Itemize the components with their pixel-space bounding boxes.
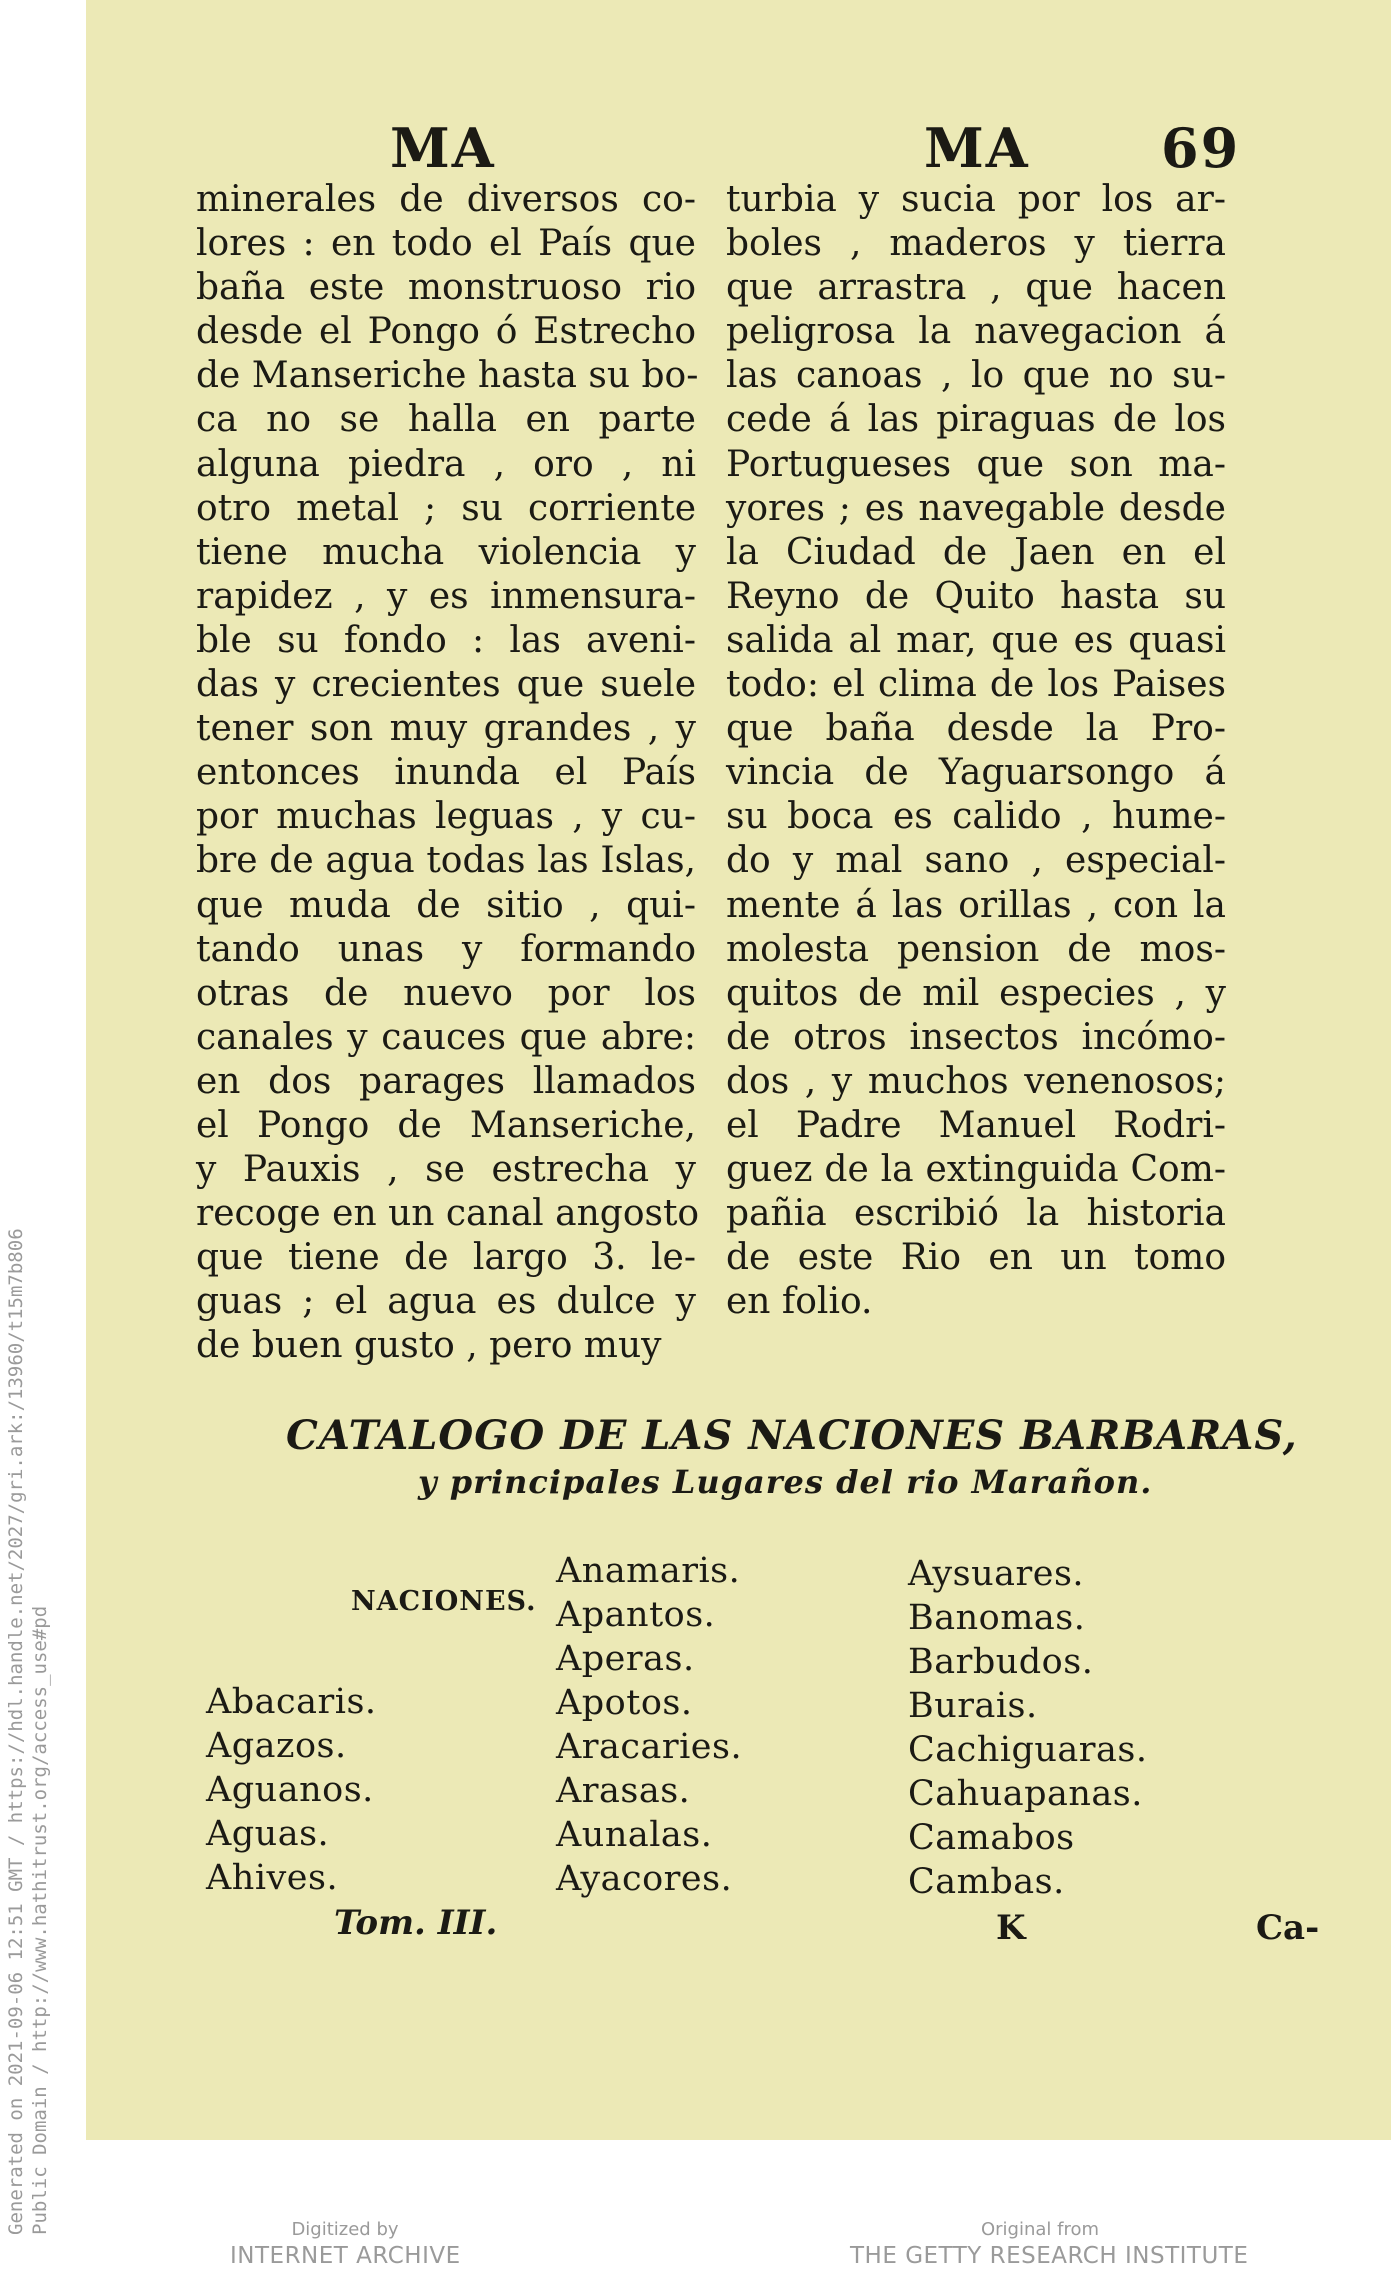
nation-name: Cahuapanas. bbox=[908, 1774, 1143, 1814]
book-page bbox=[86, 0, 1391, 2140]
running-header-center: MA bbox=[924, 116, 1030, 180]
text-line: de otros insectos incómo- bbox=[726, 1016, 1226, 1058]
nation-name: Aracaries. bbox=[556, 1727, 743, 1767]
text-line: do y mal sano , especial- bbox=[726, 840, 1226, 882]
nation-name: Cambas. bbox=[908, 1862, 1065, 1902]
text-line: lores : en todo el País que bbox=[196, 223, 696, 265]
text-line: yores ; es navegable desde bbox=[726, 487, 1226, 529]
text-line: de este Rio en un tomo bbox=[726, 1237, 1226, 1279]
nation-name: Aysuares. bbox=[908, 1554, 1085, 1594]
text-line: turbia y sucia por los ar- bbox=[726, 179, 1226, 220]
generation-stamp-line-1: Generated on 2021-09-06 12:51 GMT / https://hdl.handle.net/2027/gri.ark:/13960/t15m7b806 bbox=[5, 1228, 27, 2235]
text-line: bre de agua todas las Islas, bbox=[196, 840, 696, 882]
text-line: peligrosa la navegacion á bbox=[726, 311, 1226, 353]
text-line: que arrastra , que hacen bbox=[726, 267, 1226, 309]
running-header-left: MA bbox=[390, 116, 496, 180]
nation-name: Aunalas. bbox=[556, 1815, 713, 1855]
nation-name: Aperas. bbox=[556, 1639, 695, 1679]
credit-original-label: Original from bbox=[980, 2219, 1100, 2240]
text-line: en dos parages llamados bbox=[196, 1060, 696, 1102]
text-line: que baña desde la Pro- bbox=[726, 708, 1226, 750]
text-line: canales y cauces que abre: bbox=[196, 1016, 696, 1058]
text-line: el Pongo de Manseriche, bbox=[196, 1104, 696, 1146]
nation-name: Abacaris. bbox=[206, 1682, 377, 1722]
nations-list-col3 bbox=[908, 1552, 1147, 1904]
nation-name: Apantos. bbox=[556, 1595, 716, 1635]
nation-name: Banomas. bbox=[908, 1598, 1086, 1638]
text-line: Reyno de Quito hasta su bbox=[726, 575, 1226, 617]
text-line: las canoas , lo que no su- bbox=[726, 355, 1226, 397]
text-line: otro metal ; su corriente bbox=[196, 487, 696, 529]
nations-list-col2 bbox=[556, 1549, 742, 1901]
text-line: minerales de diversos co- bbox=[196, 179, 696, 220]
text-line: de Manseriche hasta su bo- bbox=[196, 355, 699, 397]
nation-name: Barbudos. bbox=[908, 1642, 1094, 1682]
text-line: entonces inunda el País bbox=[196, 752, 696, 794]
text-line: y Pauxis , se estrecha y bbox=[196, 1149, 696, 1191]
text-line: la Ciudad de Jaen en el bbox=[726, 531, 1226, 573]
catchword: Ca- bbox=[1256, 1908, 1320, 1948]
text-line: das y crecientes que suele bbox=[196, 664, 696, 706]
text-line: dos , y muchos venenosos; bbox=[726, 1060, 1226, 1102]
credit-internet-archive: INTERNET ARCHIVE bbox=[230, 2243, 461, 2269]
gathering-signature: K bbox=[996, 1908, 1026, 1948]
text-line: en folio. bbox=[726, 1281, 873, 1323]
text-line: tener son muy grandes , y bbox=[196, 708, 696, 750]
text-line: su boca es calido , hume- bbox=[726, 796, 1226, 838]
nation-name: Ayacores. bbox=[556, 1859, 733, 1899]
text-line: rapidez , y es inmensura- bbox=[196, 575, 696, 617]
credit-digitized bbox=[230, 2218, 460, 2270]
text-line: quitos de mil especies , y bbox=[726, 972, 1226, 1014]
credit-getty: THE GETTY RESEARCH INSTITUTE bbox=[850, 2243, 1249, 2269]
text-line: molesta pension de mos- bbox=[726, 928, 1226, 970]
text-line: mente á las orillas , con la bbox=[726, 884, 1226, 926]
nation-name: Anamaris. bbox=[556, 1551, 741, 1591]
text-line: de buen gusto , pero muy bbox=[196, 1325, 662, 1367]
generation-stamp-line-2: Public Domain / http://www.hathitrust.org/access_use#pd bbox=[29, 1605, 51, 2235]
text-line: tiene mucha violencia y bbox=[196, 531, 696, 573]
nation-name: Arasas. bbox=[556, 1771, 691, 1811]
text-line: ca no se halla en parte bbox=[196, 399, 696, 441]
text-line: recoge en un canal angosto bbox=[196, 1193, 700, 1235]
naciones-heading: NACIONES. bbox=[351, 1586, 537, 1617]
side-margin bbox=[0, 0, 86, 2271]
nations-list-col1 bbox=[206, 1680, 377, 1900]
text-line: cede á las piraguas de los bbox=[726, 399, 1226, 441]
text-line: pañia escribió la historia bbox=[726, 1193, 1226, 1235]
credit-original bbox=[850, 2218, 1249, 2270]
text-line: guas ; el agua es dulce y bbox=[196, 1281, 696, 1323]
page-number: 69 bbox=[1161, 116, 1241, 180]
text-line: otras de nuevo por los bbox=[196, 972, 696, 1014]
text-line: baña este monstruoso rio bbox=[196, 267, 696, 309]
text-column-right bbox=[726, 178, 1226, 1324]
text-line: boles , maderos y tierra bbox=[726, 223, 1226, 265]
text-line: alguna piedra , oro , ni bbox=[196, 443, 696, 485]
text-line: que muda de sitio , qui- bbox=[196, 884, 696, 926]
text-line: por muchas leguas , y cu- bbox=[196, 796, 696, 838]
nation-name: Burais. bbox=[908, 1686, 1038, 1726]
catalog-subtitle: y principales Lugares del rio Marañon. bbox=[418, 1463, 1153, 1501]
text-line: el Padre Manuel Rodri- bbox=[726, 1104, 1226, 1146]
text-column-left bbox=[196, 178, 700, 1369]
nation-name: Aguanos. bbox=[206, 1770, 374, 1810]
nation-name: Agazos. bbox=[206, 1726, 347, 1766]
text-line: salida al mar, que es quasi bbox=[726, 619, 1226, 661]
text-line: guez de la extinguida Com- bbox=[726, 1149, 1226, 1191]
nation-name: Camabos bbox=[908, 1818, 1075, 1858]
nation-name: Aguas. bbox=[206, 1814, 330, 1854]
volume-signature: Tom. III. bbox=[334, 1903, 498, 1943]
text-line: Portugueses que son ma- bbox=[726, 443, 1226, 485]
catalog-title: CATALOGO DE LAS NACIONES BARBARAS, bbox=[286, 1412, 1298, 1459]
generation-stamp bbox=[4, 1228, 52, 2235]
text-line: desde el Pongo ó Estrecho bbox=[196, 311, 696, 353]
text-line: ble su fondo : las aveni- bbox=[196, 619, 696, 661]
text-line: todo: el clima de los Paises bbox=[726, 664, 1226, 706]
nation-name: Apotos. bbox=[556, 1683, 693, 1723]
nation-name: Ahives. bbox=[206, 1858, 339, 1898]
text-line: tando unas y formando bbox=[196, 928, 696, 970]
credit-digitized-label: Digitized by bbox=[291, 2219, 399, 2240]
text-line: vincia de Yaguarsongo á bbox=[726, 752, 1226, 794]
text-line: que tiene de largo 3. le- bbox=[196, 1237, 696, 1279]
nation-name: Cachiguaras. bbox=[908, 1730, 1148, 1770]
